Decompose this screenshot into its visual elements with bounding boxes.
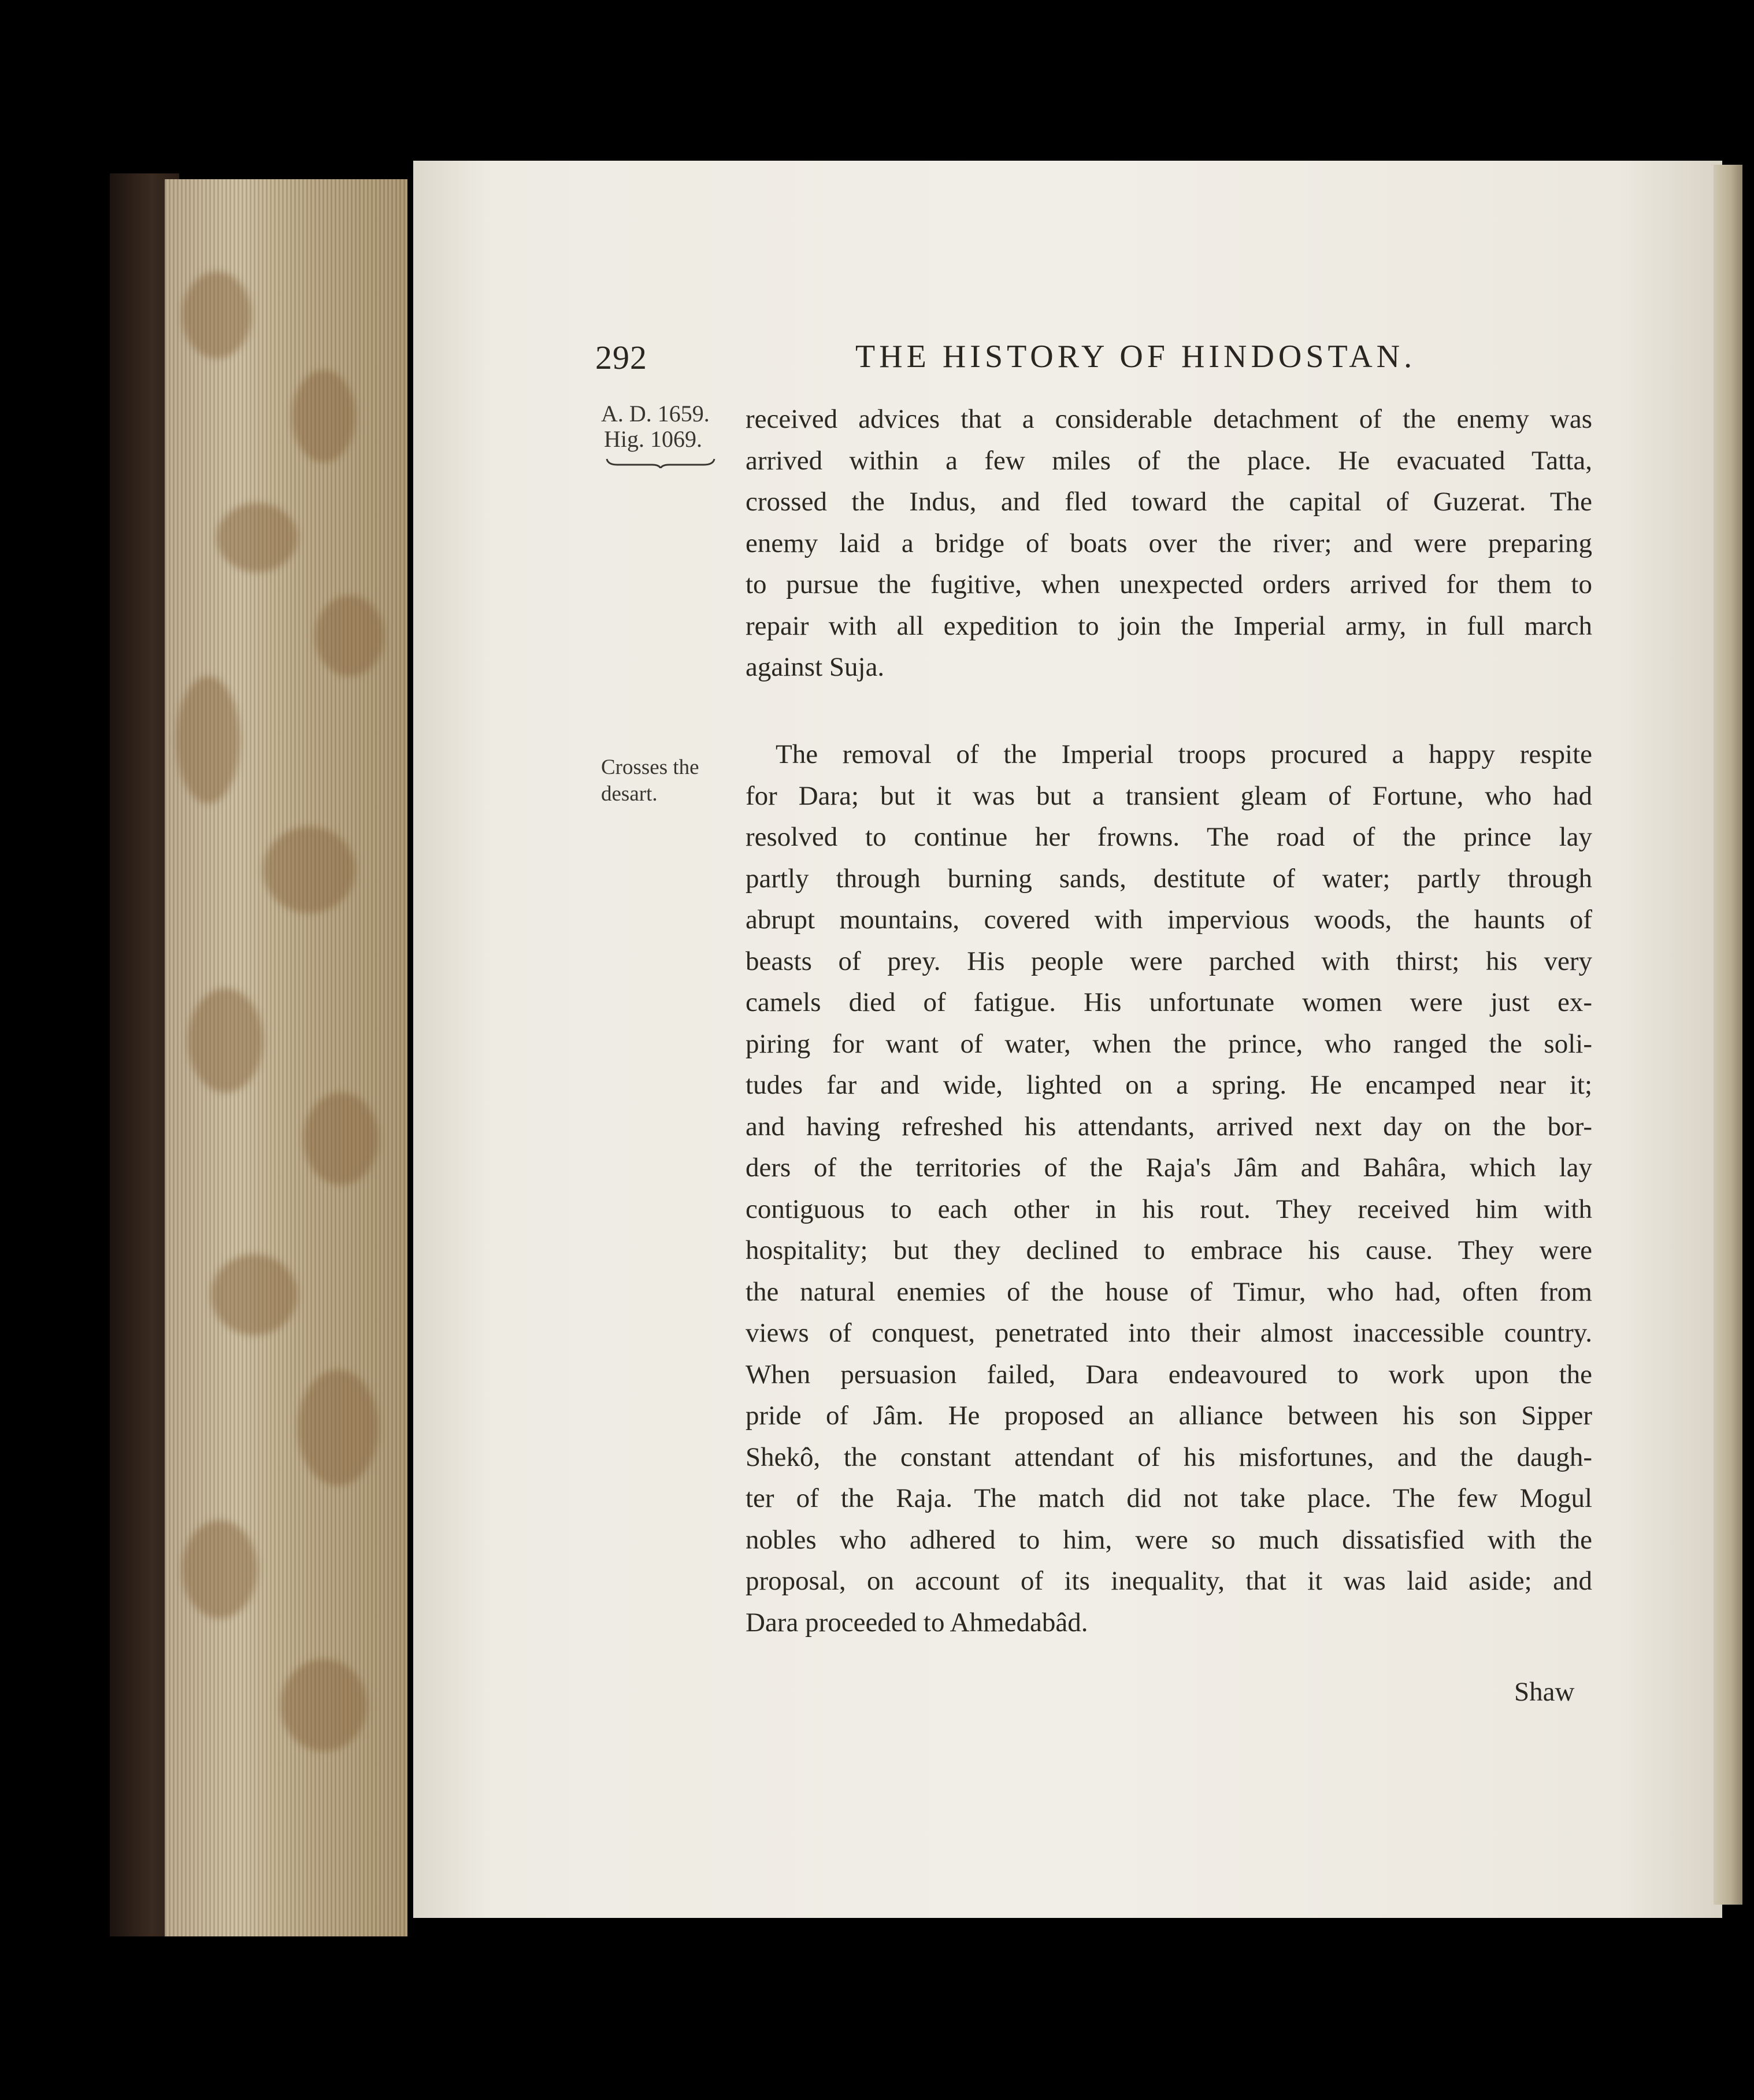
text-line: the natural enemies of the house of Timur, who had, often from <box>746 1276 1592 1307</box>
page-number: 292 <box>595 339 647 376</box>
text-line: When persuasion failed, Dara endeavoured to work upon the <box>746 1359 1592 1390</box>
text-line: camels died of fatigue. His unfortunate women were just ex- <box>746 987 1592 1017</box>
text-line: The removal of the Imperial troops procured a happy respite <box>776 739 1592 769</box>
margin-side-note <box>601 754 699 808</box>
margin-date-hijri: Hig. 1069. <box>604 426 702 452</box>
text-line: tudes far and wide, lighted on a spring. He encamped near it; <box>746 1070 1592 1100</box>
text-line: piring for want of water, when the prince, who ranged the soli- <box>746 1028 1592 1059</box>
text-line: nobles who adhered to him, were so much dissatisfied with the <box>746 1524 1592 1555</box>
paragraph-1 <box>746 399 1592 688</box>
text-line: received advices that a considerable detachment of the enemy was <box>746 404 1592 434</box>
catchword: Shaw <box>1514 1677 1575 1707</box>
text-line: hospitality; but they declined to embrace his cause. They were <box>746 1235 1592 1265</box>
page-stack-edge <box>1714 165 1742 1905</box>
text-line: pride of Jâm. He proposed an alliance between his son Sipper <box>746 1401 1592 1431</box>
text-line: and having refreshed his attendants, arrived next day on the bor- <box>746 1111 1592 1142</box>
text-line: resolved to continue her frowns. The road of the prince lay <box>746 822 1592 852</box>
text-line: contiguous to each other in his rout. They received him with <box>746 1194 1592 1224</box>
text-line: crossed the Indus, and fled toward the capital of Guzerat. The <box>746 487 1592 517</box>
text-line: Shekô, the constant attendant of his misfortunes, and the daugh- <box>746 1442 1592 1472</box>
text-line: against Suja. <box>746 652 885 682</box>
text-line: arrived within a few miles of the place. He evacuated Tatta, <box>746 445 1592 476</box>
text-line: Dara proceeded to Ahmedabâd. <box>746 1607 1088 1638</box>
text-line: to pursue the fugitive, when unexpected orders arrived for them to <box>746 569 1592 599</box>
book-fore-edge <box>165 179 407 1936</box>
text-line: for Dara; but it was but a transient gleam of Fortune, who had <box>746 780 1592 811</box>
side-note-line: desart. <box>601 782 658 806</box>
text-line: partly through burning sands, destitute of water; partly through <box>746 863 1592 894</box>
text-line: abrupt mountains, covered with impervious woods, the haunts of <box>746 905 1592 935</box>
text-line: views of conquest, penetrated into their almost inaccessible country. <box>746 1318 1592 1348</box>
paragraph-2 <box>746 734 1592 1643</box>
side-note-line: Crosses the <box>601 755 699 779</box>
text-line: enemy laid a bridge of boats over the river; and were preparing <box>746 528 1592 558</box>
running-title: THE HISTORY OF HINDOSTAN. <box>855 339 1416 375</box>
text-line: ders of the territories of the Raja's Jâm and Bahâra, which lay <box>746 1153 1592 1183</box>
text-line: proposal, on account of its inequality, that it was laid aside; and <box>746 1566 1592 1596</box>
text-line: repair with all expedition to join the Imperial army, in full march <box>746 610 1592 641</box>
text-line: ter of the Raja. The match did not take place. The few Mogul <box>746 1483 1592 1513</box>
margin-date-ad: A. D. 1659. <box>601 401 710 427</box>
text-line: beasts of prey. His people were parched with thirst; his very <box>746 946 1592 976</box>
margin-brace <box>606 457 715 468</box>
